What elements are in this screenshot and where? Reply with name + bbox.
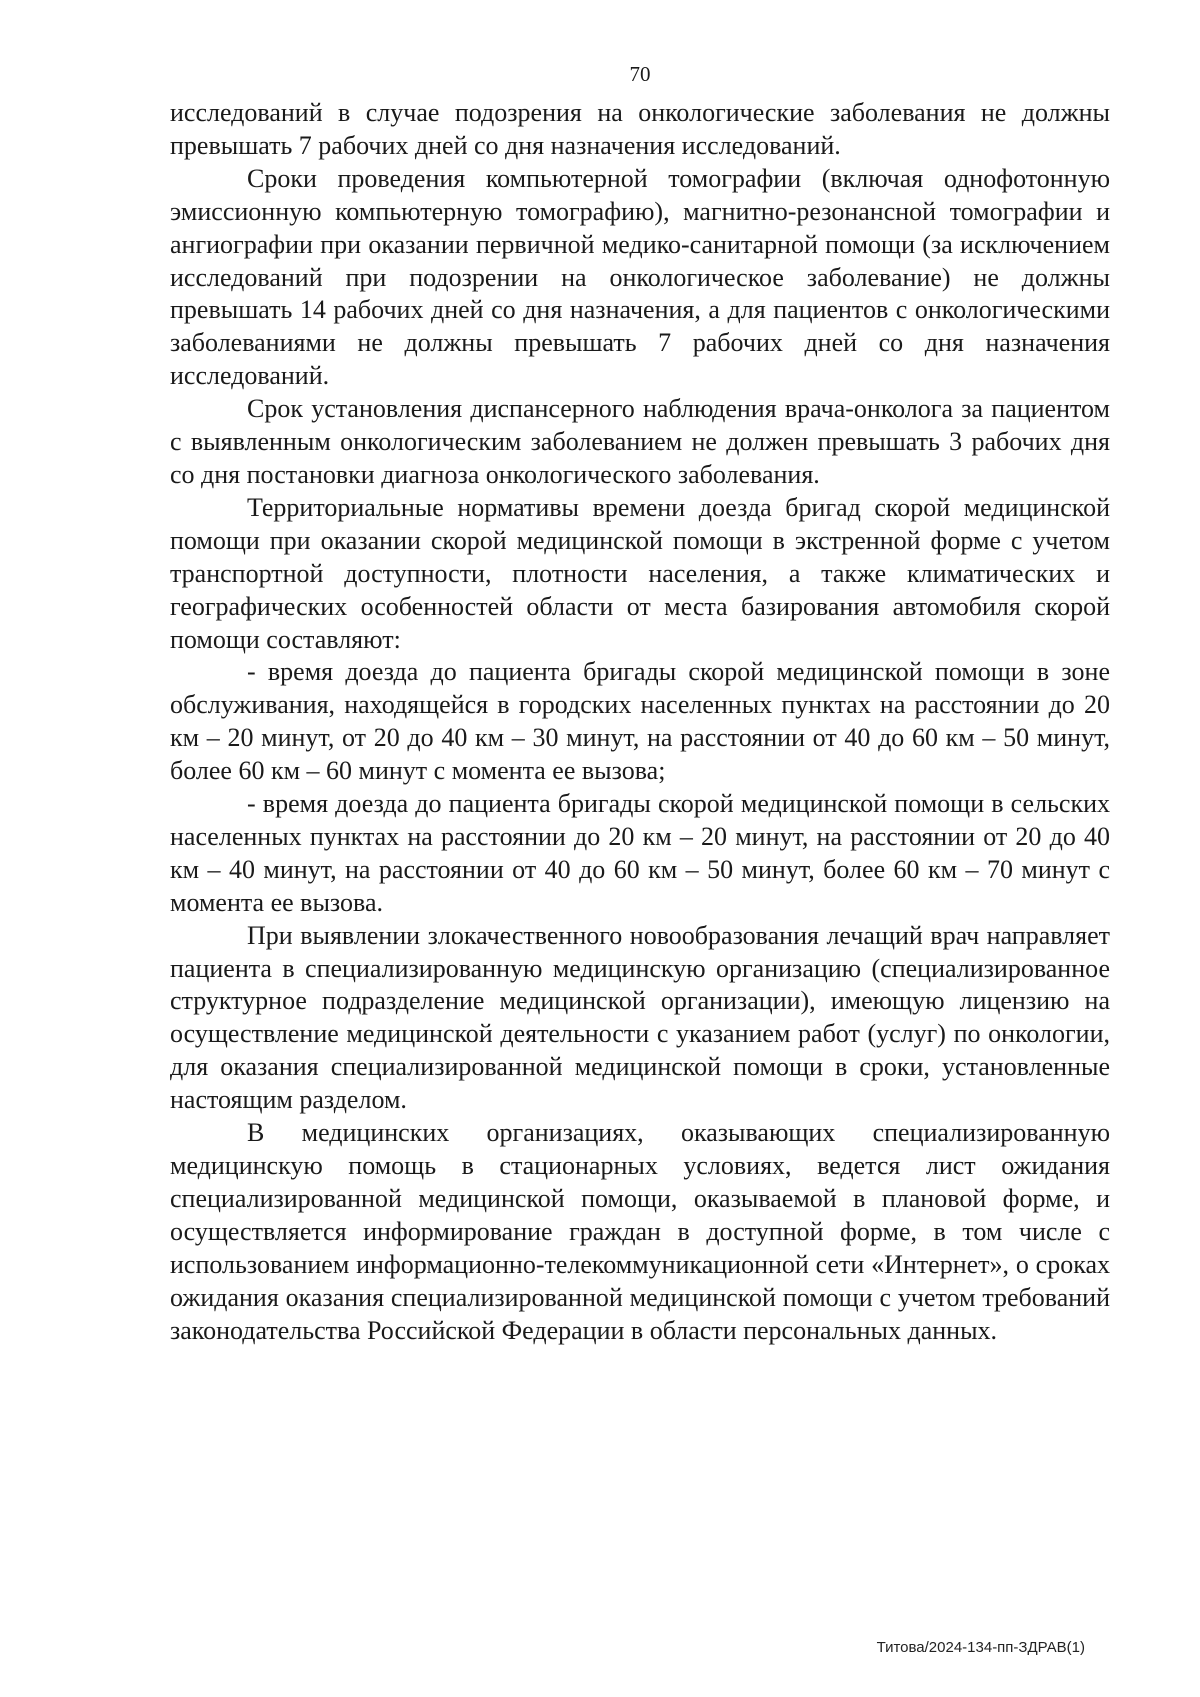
document-body (170, 97, 1110, 1347)
paragraph-waiting-list: В медицинских организациях, оказывающих специализированную медицинскую помощь в стационарных условиях, ведется лист ожидания специализированной медицинской помощи, оказываемой в плановой форме, и осуществляется информирование граждан в доступной форме, в том числе с использованием информационно-телекоммуникационной сети «Интернет», о сроках ожидания оказания специализированной медицинской помощи с учетом требований законодательства Российской Федерации в области персональных данных. (170, 1118, 1110, 1345)
paragraph-dispensary-observation: Срок установления диспансерного наблюдения врача-онколога за пациентом с выявленным онкологическим заболеванием не должен превышать 3 рабочих дня со дня постановки диагноза онкологического заболевания. (170, 394, 1110, 489)
paragraph-ct-mri-terms: Сроки проведения компьютерной томографии (включая однофотонную эмиссионную компьютерную томографию), магнитно-резонансной томографии и ангиографии при оказании первичной медико-санитарной помощи (за исключением исследований при подозрении на онкологическое заболевание) не должны превышать 14 рабочих дней со дня назначения, а для пациентов с онкологическими заболеваниями не должны превышать 7 рабочих дней со дня назначения исследований. (170, 163, 1110, 391)
list-item-rural-arrival-time: - время доезда до пациента бригады скорой медицинской помощи в сельских населенных пунктах на расстоянии до 20 км – 20 минут, на расстоянии от 20 до 40 км – 40 минут, на расстоянии от 40 до 60 км – 50 минут, более 60 км – 70 минут с момента ее вызова. (170, 789, 1110, 917)
paragraph-continuation: исследований в случае подозрения на онкологические заболевания не должны превышать 7 рабочих дней со дня назначения исследований. (170, 98, 1110, 160)
document-reference-mark: Титова/2024-134-пп-ЗДРАВ(1) (876, 1639, 1085, 1656)
list-item-urban-arrival-time: - время доезда до пациента бригады скорой медицинской помощи в зоне обслуживания, находящейся в городских населенных пунктах на расстоянии до 20 км – 20 минут, от 20 до 40 км – 30 минут, на расстоянии от 40 до 60 км – 50 минут, более 60 км – 60 минут с момента ее вызова; (170, 657, 1110, 786)
paragraph-malignancy-referral: При выявлении злокачественного новообразования лечащий врач направляет пациента в специализированную медицинскую организацию (специализированное структурное подразделение медицинской организации), имеющую лицензию на осуществление медицинской деятельности с указанием работ (услуг) по онкологии, для оказания специализированной медицинской помощи в сроки, установленные настоящим разделом. (170, 920, 1110, 1115)
paragraph-ambulance-norms: Территориальные нормативы времени доезда бригад скорой медицинской помощи при оказании скорой медицинской помощи в экстренной форме с учетом транспортной доступности, плотности населения, а также климатических и географических особенностей области от места базирования автомобиля скорой помощи составляют: (170, 492, 1110, 654)
page-number: 70 (629, 62, 651, 86)
